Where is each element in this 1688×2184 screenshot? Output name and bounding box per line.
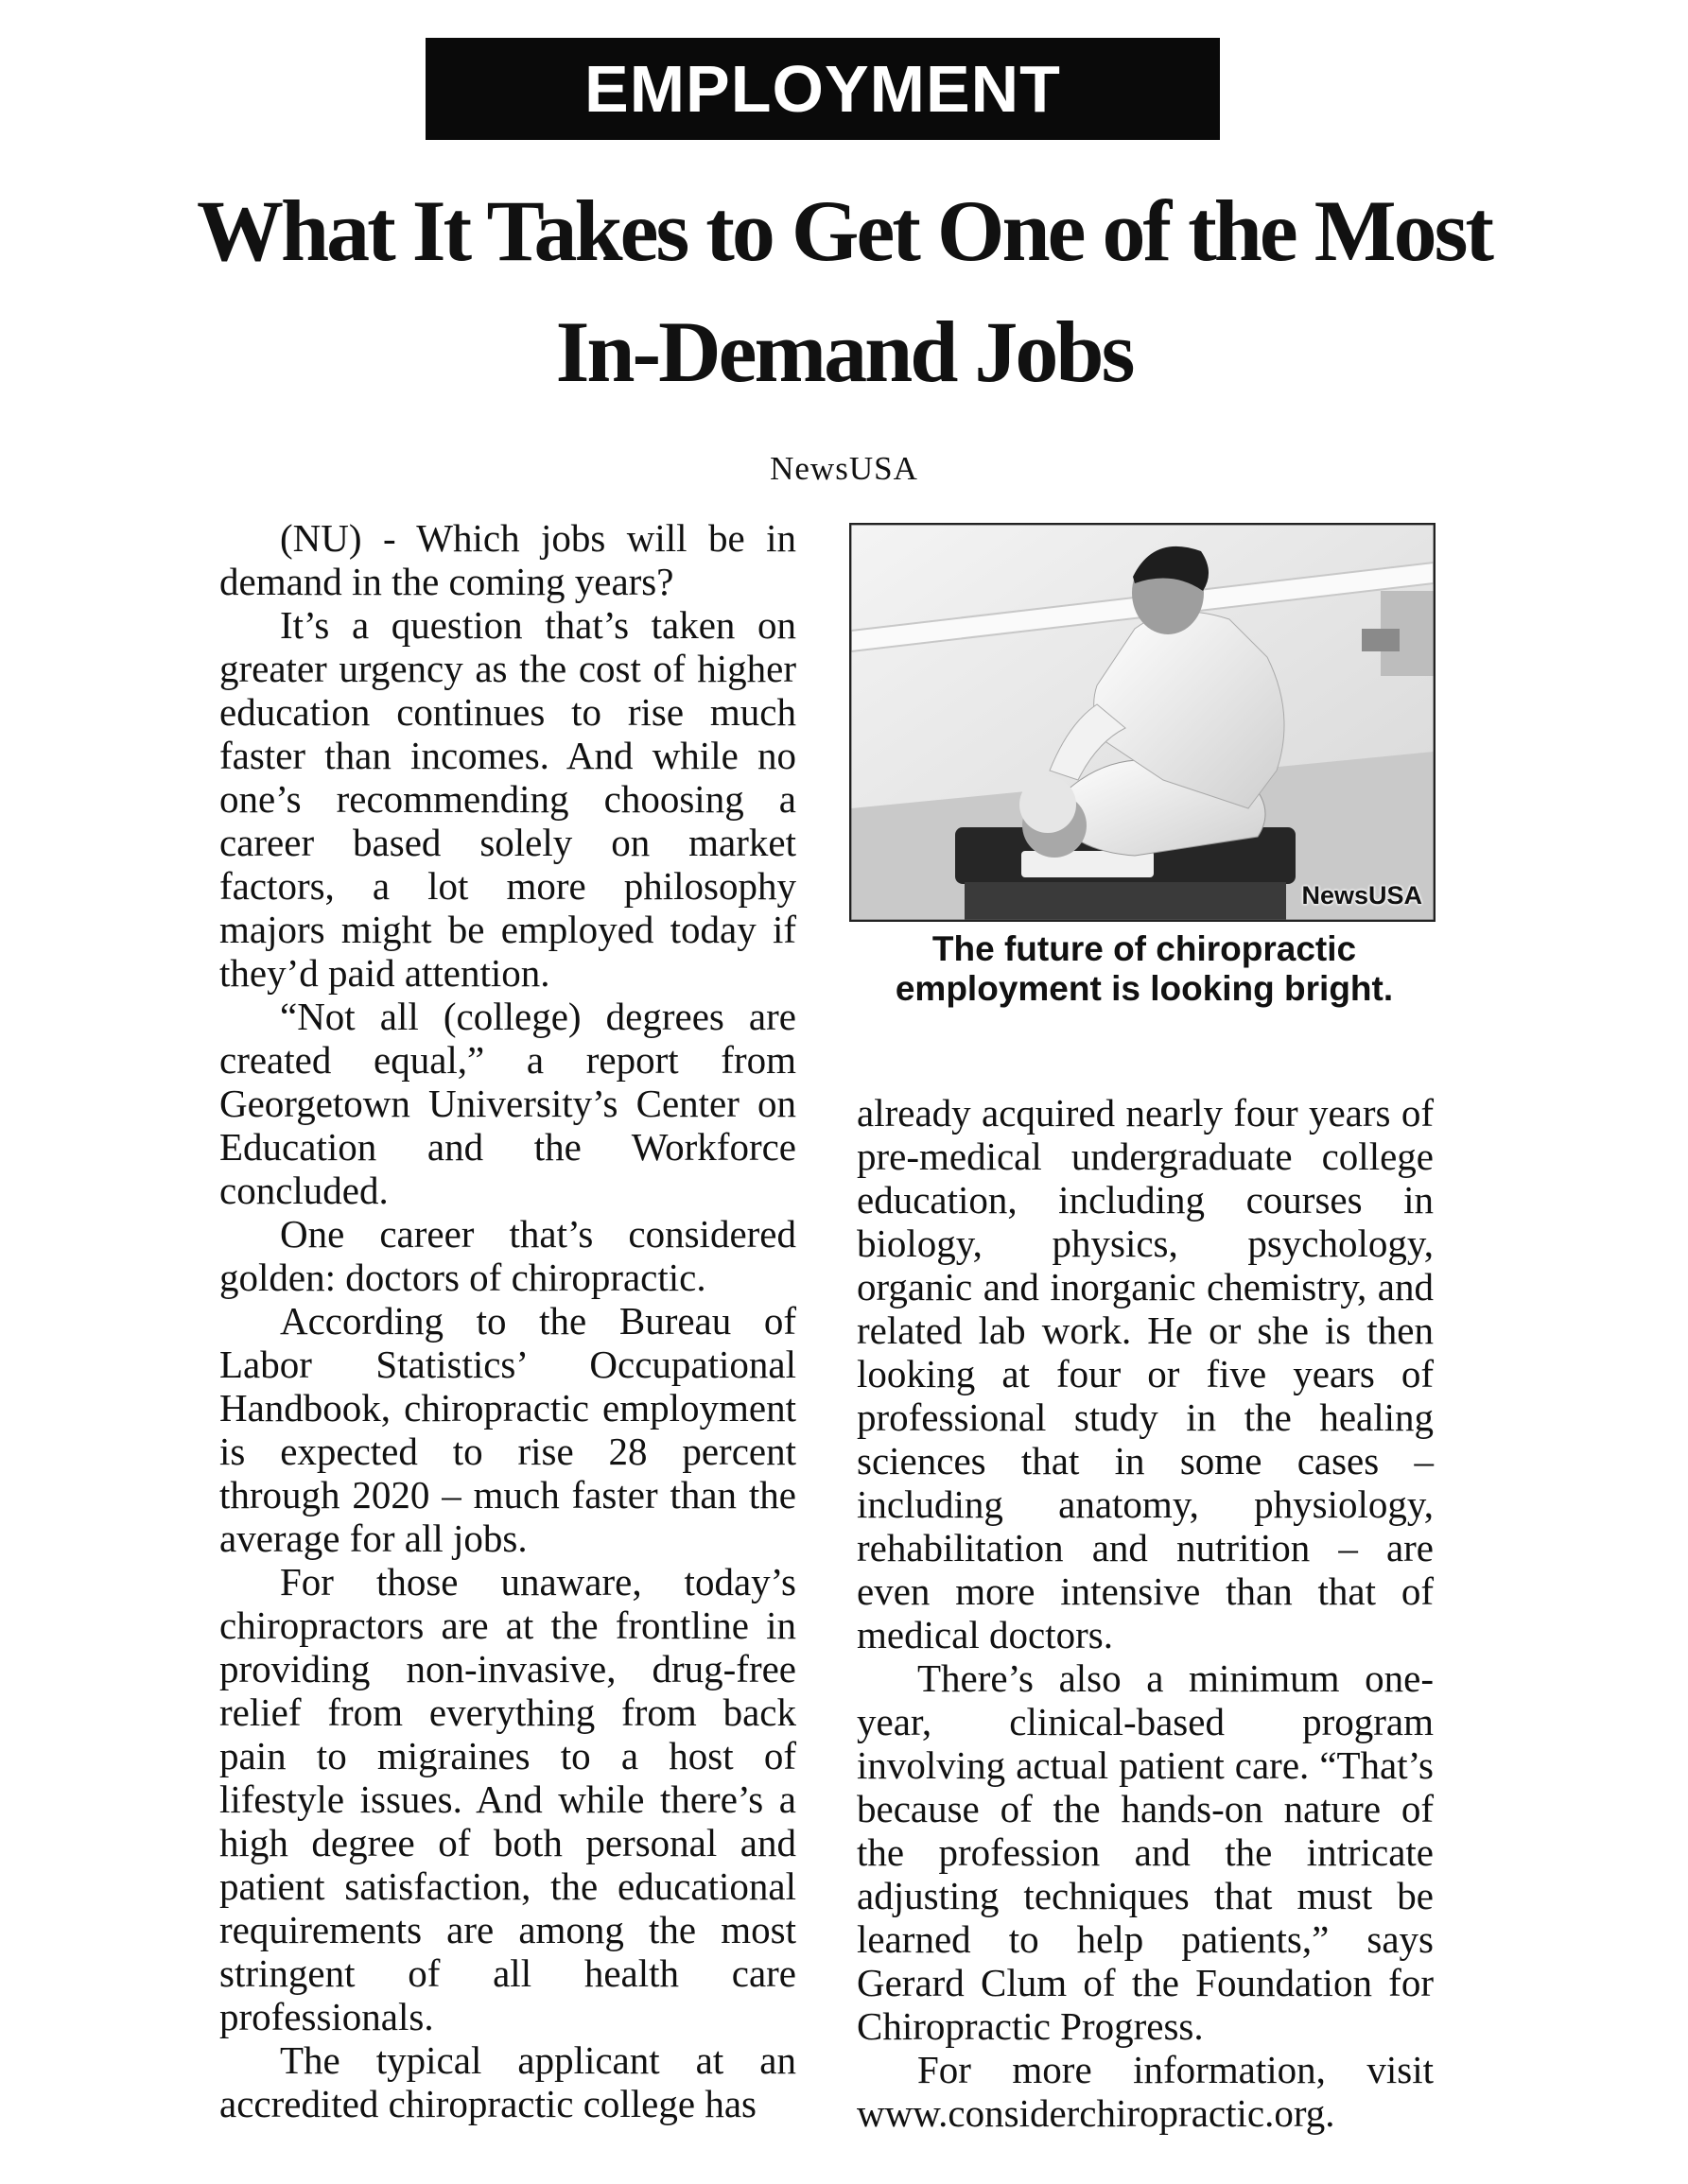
paragraph: According to the Bureau of Labor Statistics’ Occupational Handbook, chiropractic employment is expected to rise 28 percent through 2020 – much faster than the average for all jobs. [219, 1299, 796, 1560]
paragraph: One career that’s considered golden: doctors of chiropractic. [219, 1212, 796, 1299]
section-label: EMPLOYMENT [584, 52, 1061, 126]
paragraph: already acquired nearly four years of pre-medical undergraduate college education, including courses in biology, physics, psychology, organic and inorganic chemistry, and related lab work. He or she is then looking at four or five years of professional study in the healing sciences that in some cases – including anatomy, physiology, rehabilitation and nutrition – are even more intensive than that of medical doctors. [857, 1091, 1434, 1656]
paragraph: There’s also a minimum one-year, clinical-based program involving actual patient care. “That’s because of the hands-on nature of the profession and the intricate adjusting techniques that must be learned to help patients,” says Gerard Clum of the Foundation for Chiropractic Progress. [857, 1656, 1434, 2048]
article-column-right [857, 1091, 1434, 2135]
article-column-left [219, 516, 796, 2125]
paragraph: For more information, visit www.considerchiropractic.org. [857, 2048, 1434, 2135]
paragraph: “Not all (college) degrees are created equal,” a report from Georgetown University’s Center on Education and the Workforce concluded. [219, 995, 796, 1212]
byline: NewsUSA [770, 450, 918, 487]
paragraph: For those unaware, today’s chiropractors are at the frontline in providing non-invasive, drug-free relief from everything from back pain to migraines to a host of lifestyle issues. And while there’s a high degree of both personal and patient satisfaction, the educational requirements are among the most stringent of all health care professionals. [219, 1560, 796, 2038]
paragraph: The typical applicant at an accredited chiropractic college has [219, 2038, 796, 2125]
section-banner [426, 38, 1220, 140]
paragraph: It’s a question that’s taken on greater urgency as the cost of higher education continues to rise much faster than incomes. And while no one’s recommending choosing a career based solely on market factors, a lot more philosophy majors might be employed today if they’d paid attention. [219, 603, 796, 995]
photo-credit: NewsUSA [1301, 881, 1422, 910]
paragraph: (NU) - Which jobs will be in demand in the coming years? [219, 516, 796, 603]
photo-caption: The future of chiropractic employment is looking bright. [895, 929, 1394, 1008]
photo-illustration [851, 525, 1434, 920]
article-photo [849, 523, 1436, 922]
article-headline: What It Takes to Get One of the Most In-Demand Jobs [196, 182, 1492, 400]
